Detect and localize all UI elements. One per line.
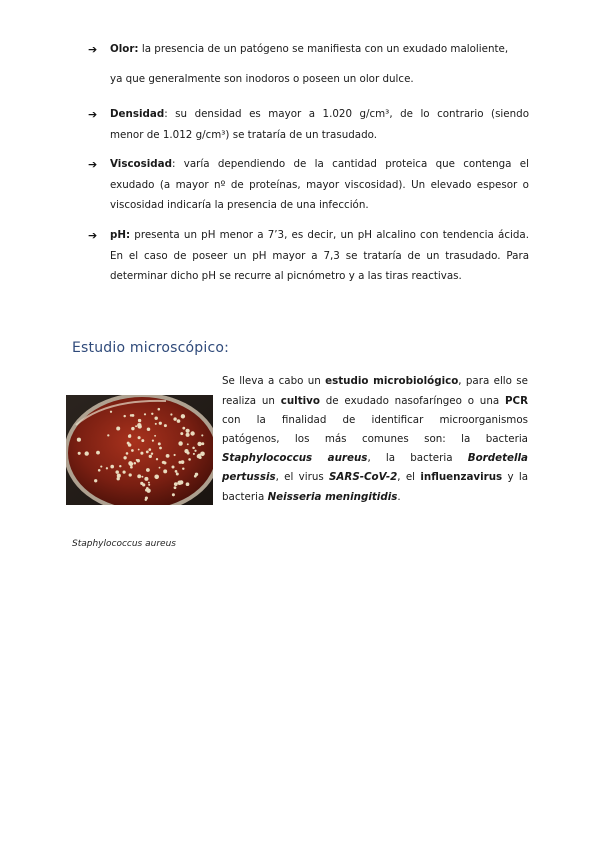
text: y la <box>502 471 529 483</box>
colony-dot <box>146 489 150 493</box>
colony-dot <box>185 429 189 433</box>
colony-dot <box>115 470 118 473</box>
colony-dot <box>138 419 141 422</box>
colony-dot <box>152 440 154 442</box>
colony-dot <box>194 450 196 452</box>
colony-dot <box>154 435 156 437</box>
colony-dot <box>155 423 157 425</box>
colony-dot <box>144 413 146 415</box>
bullet-densidad-line2: menor de 1.012 g/cm³) se trataría de un trasudado. <box>110 129 377 141</box>
colony-dot <box>140 452 143 455</box>
colony-dot <box>173 417 176 420</box>
para-line-3: con la finalidad de identificar microorganismos <box>222 414 528 426</box>
colony-dot <box>201 434 203 436</box>
para-line-1 <box>222 375 528 387</box>
colony-dot <box>188 458 191 461</box>
colony-dot <box>129 473 132 476</box>
figure-caption: Staphylococcus aureus <box>72 539 176 549</box>
colony-dot <box>156 458 158 460</box>
colony-dot <box>146 468 150 472</box>
bullet-viscosidad-line2: exudado (a mayor nº de proteínas, mayor viscosidad). Un elevado espesor o <box>110 179 529 191</box>
colony-dot <box>131 414 134 417</box>
colony-dot <box>186 482 190 486</box>
text: , la bacteria <box>367 452 468 464</box>
colony-dot <box>158 408 161 411</box>
petri-dish-image <box>66 395 213 505</box>
colony-dot <box>123 456 126 459</box>
colony-dot <box>130 466 133 469</box>
text: : su densidad es mayor a 1.020 g/cm³, de lo contrario (siendo <box>164 108 529 120</box>
colony-dot <box>174 454 176 456</box>
colony-dot <box>94 479 97 482</box>
arrow-right-icon: ➔ <box>88 108 98 121</box>
colony-dot <box>117 474 121 478</box>
term-viscosidad: Viscosidad <box>110 158 172 170</box>
colony-dot <box>182 427 185 430</box>
text: Bordetella <box>467 452 528 464</box>
text: Se lleva a cabo un <box>222 375 326 387</box>
colony-dot <box>131 427 134 430</box>
bullet-densidad-line1 <box>110 108 529 120</box>
bullet-viscosidad-line1 <box>110 158 529 170</box>
colony-dot <box>163 469 167 473</box>
text: , el virus <box>275 471 329 483</box>
colony-dot <box>85 451 89 455</box>
colony-dot <box>178 441 182 445</box>
colony-dot <box>159 467 161 469</box>
colony-dot <box>148 484 150 486</box>
colony-dot <box>151 413 153 415</box>
text: de exudado nasofaríngeo o una <box>319 395 505 407</box>
bullet-ph-line1 <box>110 229 529 241</box>
colony-dot <box>159 422 162 425</box>
text: estudio microbiológico <box>325 375 459 387</box>
colony-dot <box>126 452 129 455</box>
arrow-right-icon: ➔ <box>88 229 98 242</box>
colony-dot <box>181 414 185 418</box>
colony-dot <box>110 465 114 469</box>
colony-dot <box>77 438 81 442</box>
term-olor: Olor: <box>110 43 139 55</box>
colony-dot <box>110 411 112 413</box>
text: cultivo <box>280 395 320 407</box>
colony-dot <box>100 466 102 468</box>
text: , el <box>397 471 421 483</box>
colony-dot <box>137 474 141 478</box>
colony-dot <box>131 449 134 452</box>
colony-dot <box>171 465 174 468</box>
colony-dot <box>190 431 194 435</box>
colony-dot <box>148 482 150 484</box>
bullet-olor-line1 <box>110 43 508 55</box>
colony-dot <box>187 443 189 445</box>
colony-dot <box>147 427 151 431</box>
colony-dot <box>159 447 162 450</box>
colony-dot <box>197 454 201 458</box>
colony-dot <box>154 416 157 419</box>
colony-dot <box>186 433 190 437</box>
colony-dot <box>146 451 149 454</box>
para-line-4: patógenos, los más comunes son: la bacteria <box>222 433 528 445</box>
colony-dot <box>151 452 153 454</box>
arrow-right-icon: ➔ <box>88 43 98 56</box>
para-line-2 <box>222 395 528 407</box>
text: Neisseria meningitidis <box>267 491 398 503</box>
bullet-viscosidad-line3: viscosidad indicaría la presencia de una infección. <box>110 199 369 211</box>
colony-dot <box>180 432 183 435</box>
colony-dot <box>174 482 178 486</box>
bullet-ph-line3: determinar dicho pH se recurre al picnómetro y a las tiras reactivas. <box>110 270 462 282</box>
text: bacteria <box>222 491 268 503</box>
colony-dot <box>193 453 195 455</box>
colony-dot <box>170 413 172 415</box>
colony-dot <box>106 467 108 469</box>
colony-dot <box>145 478 148 481</box>
colony-dot <box>119 465 121 467</box>
colony-dot <box>182 467 184 469</box>
colony-dot <box>138 436 141 439</box>
colony-dot <box>138 424 142 428</box>
para-line-6 <box>222 471 528 483</box>
colony-dot <box>78 452 81 455</box>
colony-dot <box>128 461 132 465</box>
colony-dot <box>154 475 159 480</box>
colony-dot <box>200 452 205 457</box>
colony-dot <box>194 475 197 478</box>
colony-dot <box>134 462 137 465</box>
bullet-ph-line2: En el caso de poseer un pH mayor a 7,3 se trataría de un trasudado. Para <box>110 250 529 262</box>
term-densidad: Densidad <box>110 108 165 120</box>
colony-dot <box>145 498 147 500</box>
colony-dot <box>175 470 178 473</box>
colony-dot <box>166 454 170 458</box>
colony-dot <box>187 451 190 454</box>
bullet-olor-line2: ya que generalmente son inodoros o poseen un olor dulce. <box>110 73 414 85</box>
text: influenzavirus <box>420 471 503 483</box>
colony-dot <box>141 476 143 478</box>
section-heading: Estudio microscópico: <box>72 340 230 356</box>
colony-dot <box>96 451 100 455</box>
colony-dot <box>192 447 195 450</box>
colony-dot <box>178 461 181 464</box>
arrow-right-icon: ➔ <box>88 158 98 171</box>
colony-dot <box>172 493 175 496</box>
colony-dot <box>148 448 151 451</box>
colony-dot <box>123 471 126 474</box>
text: : varía dependiendo de la cantidad proteica que contenga el <box>171 158 529 170</box>
colony-dot <box>136 459 138 461</box>
text: , para ello se <box>458 375 528 387</box>
colony-dot <box>98 469 101 472</box>
text: realiza un <box>222 395 281 407</box>
colony-dot <box>176 473 179 476</box>
colony-dot <box>197 442 201 446</box>
colony-dot <box>107 434 109 436</box>
colony-dot <box>128 443 132 447</box>
text: pertussis <box>222 471 276 483</box>
text: Staphylococcus aureus <box>222 452 368 464</box>
para-line-5 <box>222 452 528 464</box>
text: . <box>397 491 401 503</box>
colony-dot <box>177 481 182 486</box>
colony-dot <box>140 482 143 485</box>
colony-dot <box>129 434 131 436</box>
term-ph: pH: <box>110 229 131 241</box>
colony-dot <box>164 424 167 427</box>
colony-dot <box>141 439 144 442</box>
colony-dot <box>158 442 161 445</box>
colony-dot <box>116 427 120 431</box>
colony-dot <box>138 449 140 451</box>
colony-dot <box>174 486 177 489</box>
text: SARS-CoV-2 <box>329 471 398 483</box>
colony-dot <box>123 415 125 417</box>
text: PCR <box>504 395 529 407</box>
colony-dot <box>163 461 165 463</box>
text: presenta un pH menor a 7’3, es decir, un pH alcalino con tendencia ácida. <box>130 229 529 241</box>
colony-dot <box>135 425 137 427</box>
para-line-7 <box>222 491 528 503</box>
colony-dot <box>177 419 181 423</box>
colony-dot <box>149 455 152 458</box>
text: la presencia de un patógeno se manifiesta con un exudado maloliente, <box>138 43 509 55</box>
